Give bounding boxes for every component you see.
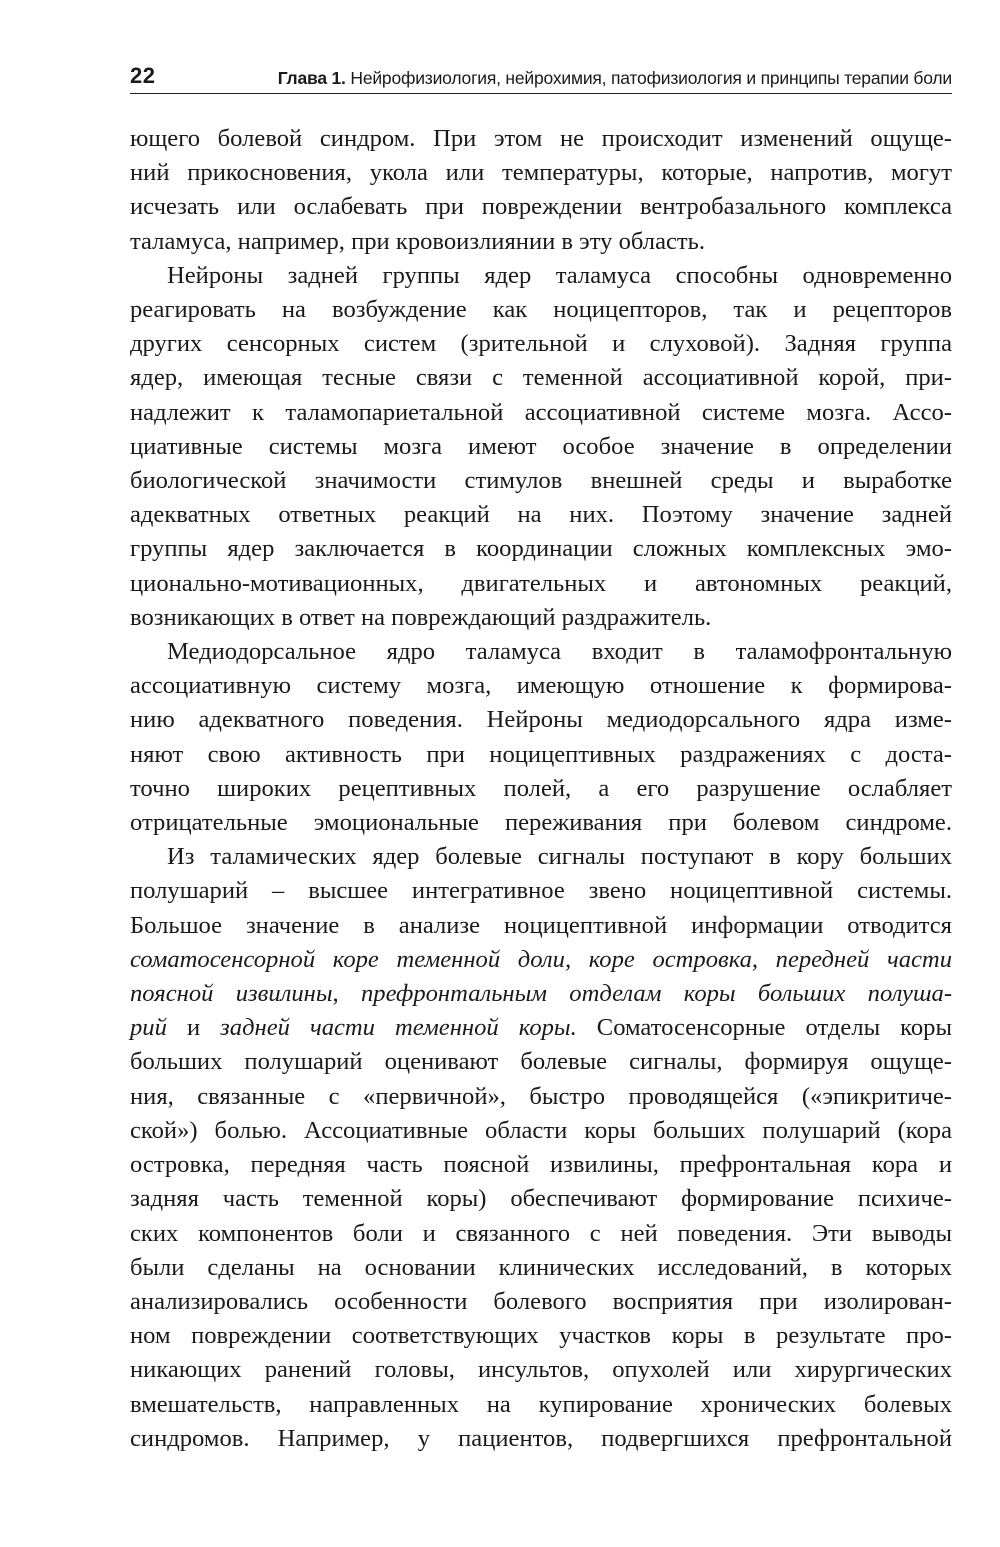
text-line: никающих ранений головы, инсультов, опухолей или хирургических [130,1356,952,1384]
text-line: задняя часть теменной коры) обеспечивают формирование психиче- [130,1185,952,1213]
text-line: Медиодорсальное ядро таламуса входит в таламофронтальную [167,638,952,666]
text-line: полушарий – высшее интегративное звено ноцицептивной системы. [130,877,952,905]
italic-run: соматосенсорной коре теменной доли, коре островка, передней части [130,945,952,973]
paragraph-3 [130,635,952,840]
text-line: надлежит к таламопариетальной ассоциативной системе мозга. Ассо- [130,398,952,426]
text-line: няют свою активность при ноцицептивных раздражениях с доста- [130,740,952,768]
text-run: и [166,1014,221,1042]
text-line: островка, передняя часть поясной извилины, префронтальная кора и [130,1151,952,1179]
text-line: других сенсорных систем (зрительной и слуховой). Задняя группа [130,330,952,358]
body-text [130,122,952,1456]
text-run: , [332,980,361,1008]
text-line: отрицательные эмоциональные переживания при болевом синдроме. [130,809,952,837]
paragraph-1 [130,122,952,259]
running-header [130,60,952,94]
text-line: ассоциативную систему мозга, имеющую отношение к формирова- [130,672,952,700]
text-line: ний прикосновения, укола или температуры, которые, напротив, могут [130,159,952,187]
running-head [278,68,952,89]
italic-run: поясной извилины [130,980,333,1008]
text-line-italic [130,977,952,1011]
text-line: ских компонентов боли и связанного с ней поведения. Эти выводы [130,1219,952,1247]
text-line: группы ядер заключается в координации сложных комплексных эмо- [130,535,952,563]
text-line: Из таламических ядер болевые сигналы поступают в кору больших [167,843,952,871]
text-line: адекватных ответных реакций на них. Поэтому значение задней [130,501,952,529]
text-line: исчезать или ослабевать при повреждении вентробазального комплекса [130,193,952,221]
paragraph-2 [130,259,952,635]
chapter-label: Глава 1. [277,68,346,88]
italic-run: префронтальным отделам коры больших полуша- [360,980,953,1008]
text-line: анализировались особенности болевого восприятия при изолирован- [130,1287,952,1315]
text-line: нию адекватного поведения. Нейроны медиодорсального ядра изме- [130,706,952,734]
text-line: Большое значение в анализе ноцицептивной информации отводится [130,911,952,939]
text-line: биологической значимости стимулов внешней среды и выработке [130,467,952,495]
italic-run: задней части теменной коры. [220,1014,577,1042]
text-line: ской») болью. Ассоциативные области коры больших полушарий (кора [130,1116,952,1144]
text-line: ющего болевой синдром. При этом не происходит изменений ощуще- [130,125,952,152]
text-line: возникающих в ответ на повреждающий раздражитель. [130,603,712,631]
text-line: вмешательств, направленных на купирование хронических болевых [130,1390,952,1418]
text-line: ядер, имеющая тесные связи с теменной ассоциативной корой, при- [130,364,952,392]
paragraph-4 [130,840,952,1456]
text-line: ном повреждении соответствующих участков коры в результате про- [130,1322,952,1350]
text-line: ния, связанные с «первичной», быстро проводящейся («эпикритиче- [130,1082,952,1110]
italic-run: рий [130,1014,167,1042]
text-line-italic [130,943,952,977]
chapter-title: Нейрофизиология, нейрохимия, патофизиология и принципы терапии боли [350,68,952,88]
text-line: Нейроны задней группы ядер таламуса способны одновременно [167,261,952,289]
text-line: таламуса, например, при кровоизлиянии в эту область. [130,227,706,255]
text-line: точно широких рецептивных полей, а его разрушение ослабляет [130,774,952,802]
text-line-mixed [130,1011,952,1045]
page-number: 22 [130,63,156,88]
text-run: Соматосенсорные отделы коры [576,1014,952,1042]
text-line: больших полушарий оценивают болевые сигналы, формируя ощуще- [130,1048,952,1076]
text-line: ционально-мотивационных, двигательных и автономных реакций, [130,569,952,597]
text-line: циативные системы мозга имеют особое значение в определении [130,432,952,460]
text-line: были сделаны на основании клинических исследований, в которых [130,1253,952,1281]
text-line: синдромов. Например, у пациентов, подвергшихся префронтальной [130,1424,952,1452]
text-line: реагировать на возбуждение как ноцицепторов, так и рецепторов [130,296,952,324]
